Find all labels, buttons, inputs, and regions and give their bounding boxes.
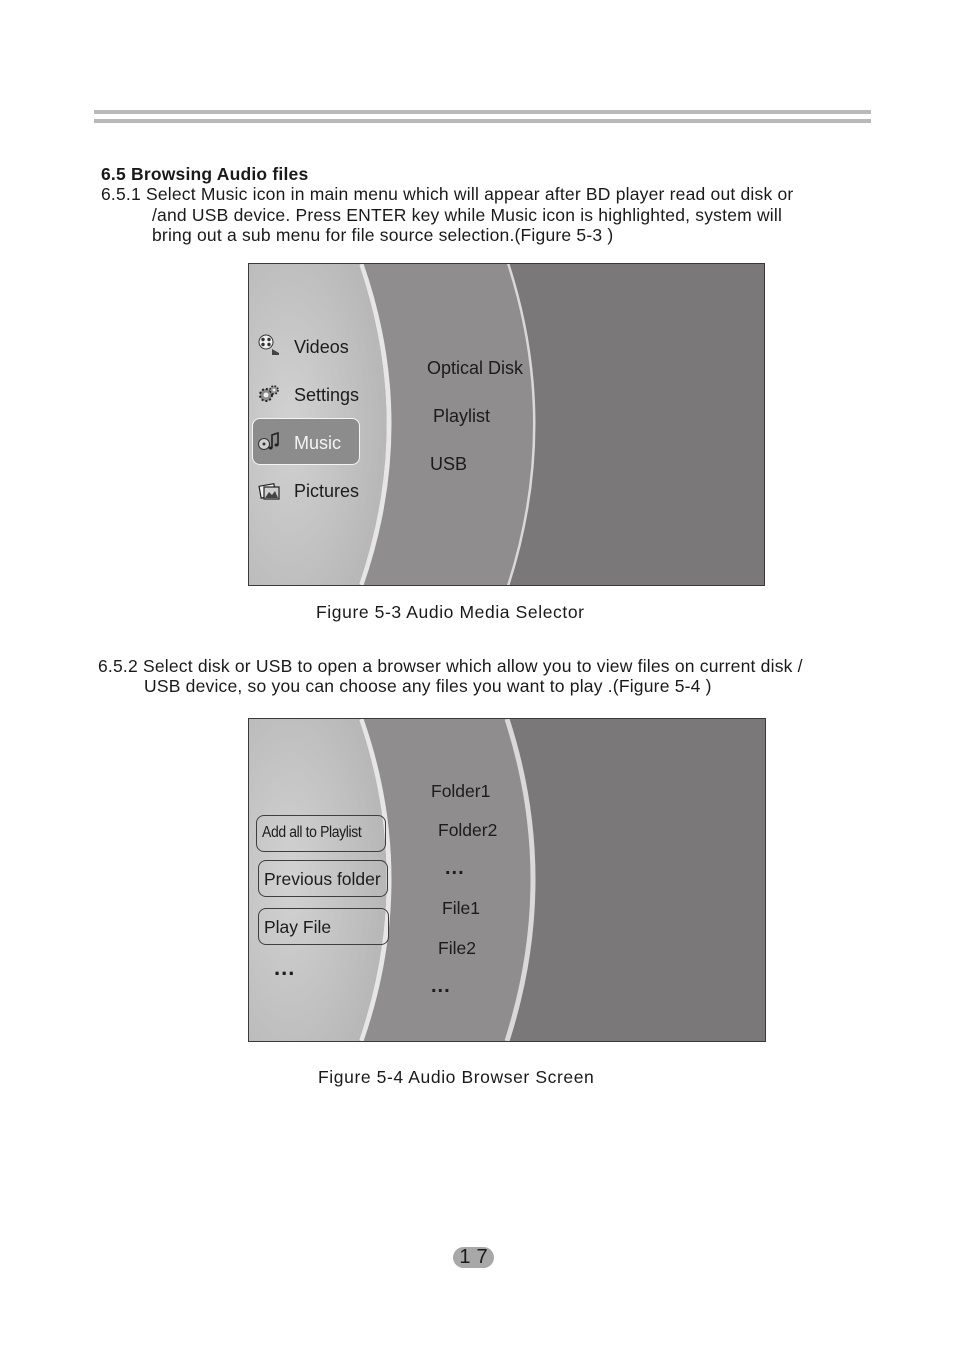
header-rule-top — [94, 110, 871, 114]
previous-folder-button[interactable] — [258, 860, 388, 897]
header-rule-bottom — [94, 119, 871, 123]
paragraph-1-line-1: 6.5.1 Select Music icon in main menu which will appear after BD player read out disk or — [101, 184, 794, 204]
menu-item-videos[interactable]: Videos — [294, 337, 349, 357]
film-reel-icon — [257, 333, 281, 357]
play-file-button[interactable] — [258, 908, 389, 945]
gears-icon — [257, 383, 281, 407]
add-all-to-playlist-button[interactable] — [256, 815, 386, 852]
figure-audio-browser-screen — [248, 718, 766, 1042]
music-notes-icon — [257, 430, 281, 454]
menu-item-settings[interactable]: Settings — [294, 385, 360, 405]
paragraph-1-line-3: bring out a sub menu for file source selection.(Figure 5-3 ) — [152, 225, 614, 245]
browser-item-ellipsis-1: ... — [445, 857, 465, 879]
menu-item-music[interactable]: Music — [294, 433, 342, 453]
browser-item-folder2[interactable]: Folder2 — [438, 820, 498, 840]
paragraph-1-line-2: /and USB device. Press ENTER key while Music icon is highlighted, system will — [152, 205, 783, 225]
browser-item-ellipsis-2: ... — [431, 975, 451, 997]
paragraph-2-line-1: 6.5.2 Select disk or USB to open a browser which allow you to view files on current disk / — [98, 656, 803, 676]
page-number: 17 — [453, 1247, 494, 1268]
section-heading: 6.5 Browsing Audio files — [101, 164, 309, 184]
figure-2-caption: Figure 5-4 Audio Browser Screen — [318, 1067, 595, 1087]
menu-item-pictures[interactable]: Pictures — [294, 481, 360, 501]
browser-item-folder1[interactable]: Folder1 — [431, 781, 491, 801]
source-usb[interactable]: USB — [430, 454, 468, 474]
figure-audio-media-selector — [248, 263, 765, 586]
left-more-indicator: ... — [274, 955, 296, 980]
source-playlist[interactable]: Playlist — [433, 406, 491, 426]
play-file-label: Play File — [264, 917, 332, 937]
paragraph-2-line-2: USB device, so you can choose any files you want to play .(Figure 5-4 ) — [144, 676, 712, 696]
browser-item-file1[interactable]: File1 — [442, 898, 480, 918]
source-optical-disk[interactable]: Optical Disk — [427, 358, 524, 378]
photos-icon — [257, 479, 281, 503]
add-all-to-playlist-label: Add all to Playlist — [262, 824, 362, 841]
previous-folder-label: Previous folder — [264, 869, 381, 889]
figure-1-caption: Figure 5-3 Audio Media Selector — [316, 602, 585, 622]
browser-item-file2[interactable]: File2 — [438, 938, 476, 958]
